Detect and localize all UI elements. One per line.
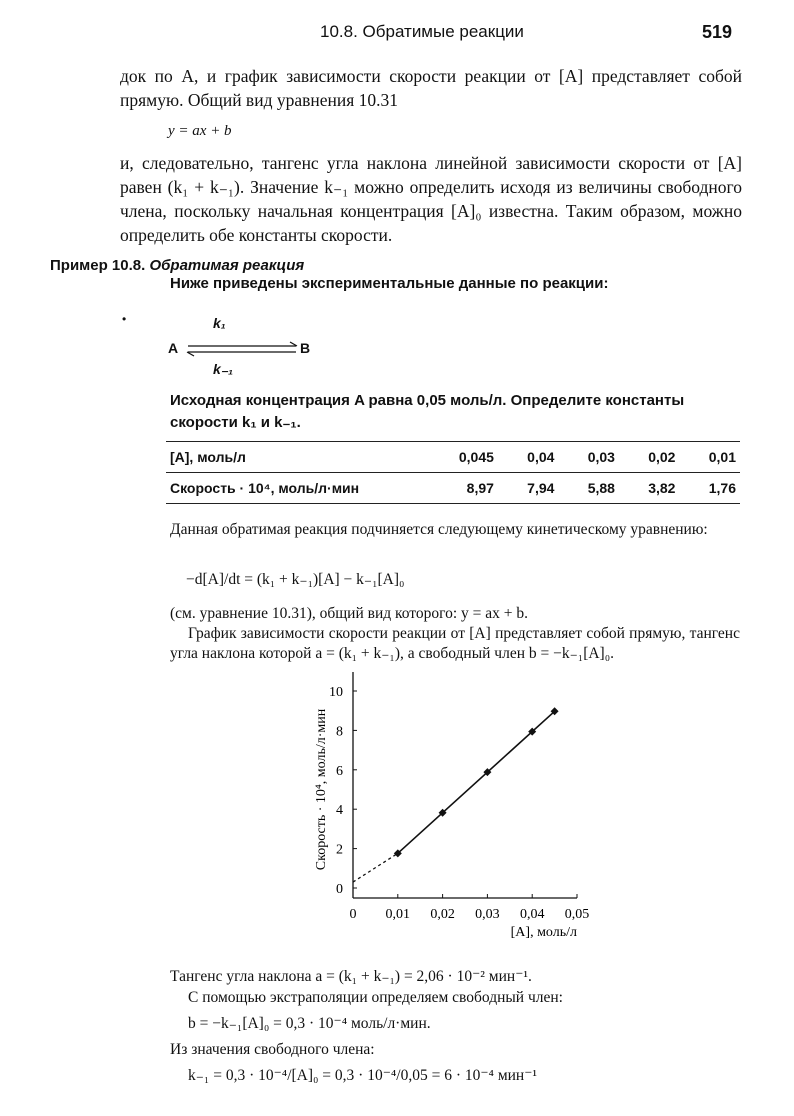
table-cell: 7,94 [527,480,555,496]
table-cell: 0,01 [708,449,736,465]
k-forward: k₁ [213,315,226,331]
example-heading [50,257,304,274]
row-label: Скорость · 10⁴, моль/л·мин [170,480,360,496]
table-cell: 5,88 [587,480,615,496]
k-reverse: k₋₁ [213,361,234,377]
svg-text:[A], моль/л: [A], моль/л [510,925,577,940]
table-cell: 3,82 [648,480,676,496]
row-label: [A], моль/л [170,449,246,465]
table-cell: 1,76 [708,480,736,496]
svg-text:0,03: 0,03 [475,907,500,922]
solution-text-3 [170,966,740,1086]
svg-text:0,04: 0,04 [519,907,545,922]
svg-text:Скорость · 10⁴, моль/л·мин: Скорость · 10⁴, моль/л·мин [314,708,329,871]
example-title: Обратимая реакция [149,257,305,274]
svg-text:2: 2 [336,842,343,858]
solution-text-2 [170,604,740,664]
table-cell: 0,02 [648,449,676,465]
reactant-a: A [168,340,179,356]
svg-text:10: 10 [329,685,343,700]
svg-text:6: 6 [336,763,343,779]
svg-text:4: 4 [336,803,343,819]
product-b: B [300,340,311,356]
solution-s7: Из значения свободного члена: [170,1041,375,1058]
intro-paragraph-1: док по A, и график зависимости скорости реакции от [A] представляет собой прямую. Общий вид уравнения 10.31 [120,66,742,110]
table-cell: 0,03 [587,449,615,465]
svg-text:0,01: 0,01 [385,907,411,922]
solution-text-1: Данная обратимая реакция подчиняется следующему кинетическому уравнению: [170,521,708,538]
example-label: Пример 10.8. [50,257,146,274]
equilibrium-arrows-icon [184,339,300,359]
chart-plot-area [314,672,589,940]
svg-text:0,02: 0,02 [430,907,455,922]
bullet-mark: • [122,312,127,326]
solution-s3: График зависимости скорости реакции от [A] представляет собой прямую, тангенс угла наклона которой a = (k₁ + k₋₁), а свободный член b = −k₋₁[A]₀. [170,625,740,662]
svg-text:0: 0 [349,907,357,922]
solution-s6: b = −k₋₁[A]₀ = 0,3 · 10⁻⁴ моль/л·мин. [188,1015,431,1032]
svg-text:8: 8 [336,724,343,740]
solution-s5: С помощью экстраполяции определяем свободный член: [188,989,563,1006]
example-question: Исходная концентрация A равна 0,05 моль/л. Определите константы скорости k₁ и k₋₁. [170,392,685,431]
reaction-scheme [160,315,310,385]
svg-text:0,05: 0,05 [564,907,590,922]
intro-paragraph-2: и, следовательно, тангенс угла наклона линейной зависимости скорости от [A] равен (k₁ + k₋₁). Значение k₋₁ можно определить исходя из величины свободного члена, поскольку начальная концентрация [A]₀ известна. Таким образом, можно определить обе константы скорости. [120,153,742,245]
solution-s8: k₋₁ = 0,3 · 10⁻⁴/[A]₀ = 0,3 · 10⁻⁴/0,05 = 6 · 10⁻⁴ мин⁻¹ [188,1067,538,1084]
solution-s4: Тангенс угла наклона a = (k₁ + k₋₁) = 2,06 · 10⁻² мин⁻¹. [170,968,532,985]
linear-equation: y = ax + b [168,123,232,139]
data-table [166,441,740,504]
kinetic-equation: −d[A]/dt = (k₁ + k₋₁)[A] − k₋₁[A]₀ [186,571,405,588]
table-cell: 0,04 [527,449,555,465]
page-number: 519 [702,22,733,42]
table-row [166,473,740,504]
solution-s2: (см. уравнение 10.31), общий вид которого: y = ax + b. [170,605,529,622]
table-cell: 0,045 [458,449,494,465]
running-header: 10.8. Обратимые реакции [320,22,524,41]
table-row [166,442,740,473]
rate-vs-concentration-chart [300,670,610,950]
table-cell: 8,97 [466,480,494,496]
example-subtitle: Ниже приведены экспериментальные данные по реакции: [170,275,609,292]
svg-text:0: 0 [336,882,343,897]
